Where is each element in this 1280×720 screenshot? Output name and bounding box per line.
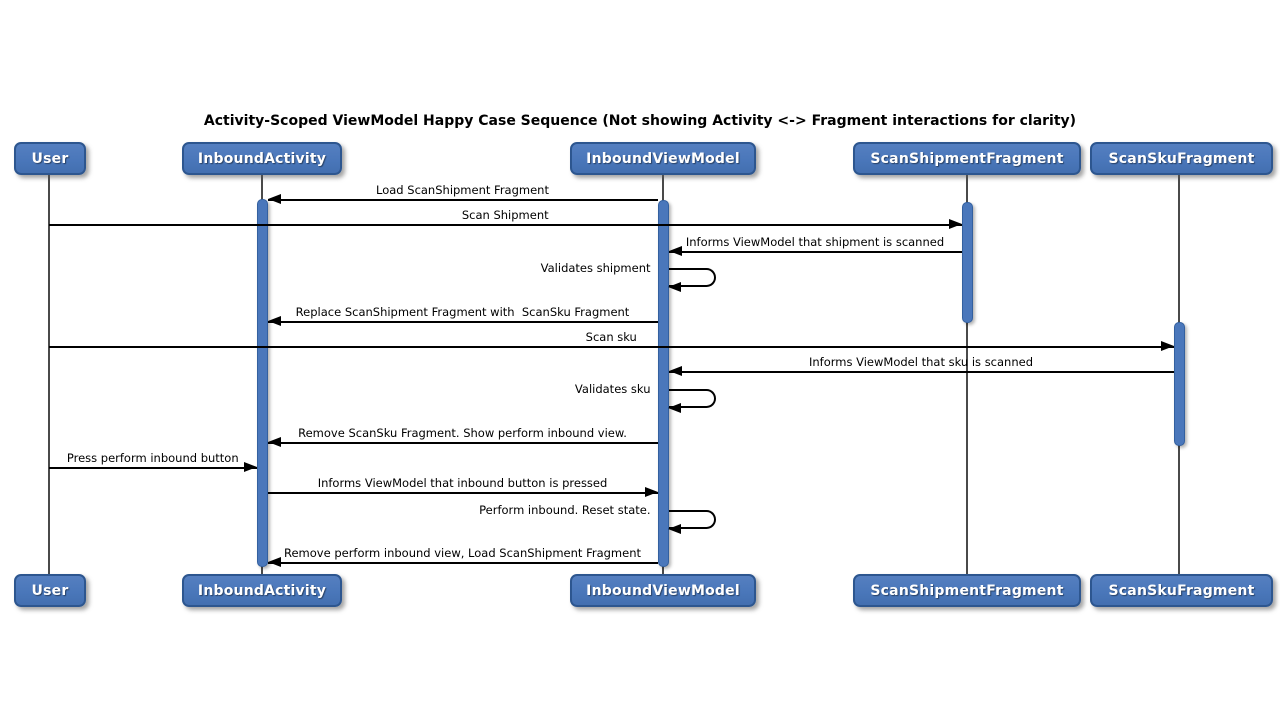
participant-bottom-inboundviewmodel: InboundViewModel xyxy=(570,574,756,607)
participant-bottom-inboundactivity: InboundActivity xyxy=(182,574,342,607)
activation-bar-scanskufragment xyxy=(1174,322,1185,446)
arrowhead xyxy=(669,366,682,376)
message-label: Perform inbound. Reset state. xyxy=(479,503,651,517)
participant-bottom-scanskufragment: ScanSkuFragment xyxy=(1090,574,1273,607)
message-label: Validates sku xyxy=(574,382,651,396)
message-label: Scan Shipment xyxy=(461,208,549,222)
message-line xyxy=(268,492,658,494)
message-label: Informs ViewModel that shipment is scanned xyxy=(685,235,945,249)
message-label: Remove ScanSku Fragment. Show perform inbound view. xyxy=(298,426,627,440)
message-line xyxy=(268,321,658,323)
message-line xyxy=(49,346,1174,348)
message-label: Press perform inbound button xyxy=(66,451,239,465)
arrowhead xyxy=(268,194,281,204)
arrowhead xyxy=(668,403,681,413)
participant-bottom-scanshipmentfragment: ScanShipmentFragment xyxy=(853,574,1081,607)
lifeline-user xyxy=(48,175,50,575)
message-label: Scan sku xyxy=(585,330,637,344)
message-line xyxy=(268,562,658,564)
message-label: Remove perform inbound view, Load ScanShipment Fragment xyxy=(284,546,641,560)
diagram-title: Activity-Scoped ViewModel Happy Case Sequence (Not showing Activity <-> Fragment interactions for clarity) xyxy=(203,113,1077,129)
participant-bottom-user: User xyxy=(14,574,86,607)
activation-bar-inboundviewmodel xyxy=(658,200,669,567)
message-line xyxy=(669,371,1174,373)
arrowhead xyxy=(668,524,681,534)
message-line xyxy=(669,251,962,253)
arrowhead xyxy=(949,219,962,229)
arrowhead xyxy=(645,487,658,497)
arrowhead xyxy=(268,557,281,567)
message-label: Load ScanShipment Fragment xyxy=(376,183,549,197)
participant-top-inboundactivity: InboundActivity xyxy=(182,142,342,175)
message-line xyxy=(268,199,658,201)
participant-top-scanshipmentfragment: ScanShipmentFragment xyxy=(853,142,1081,175)
activation-bar-inboundactivity xyxy=(257,199,268,567)
participant-top-scanskufragment: ScanSkuFragment xyxy=(1090,142,1273,175)
activation-bar-scanshipmentfragment xyxy=(962,202,973,323)
message-label: Informs ViewModel that sku is scanned xyxy=(808,355,1034,369)
arrowhead xyxy=(1161,341,1174,351)
arrowhead xyxy=(668,282,681,292)
message-line xyxy=(49,467,257,469)
arrowhead xyxy=(244,462,257,472)
message-label: Replace ScanShipment Fragment with ScanSku Fragment xyxy=(295,305,630,319)
arrowhead xyxy=(268,437,281,447)
arrowhead xyxy=(268,316,281,326)
message-label: Informs ViewModel that inbound button is pressed xyxy=(317,476,608,490)
message-label: Validates shipment xyxy=(540,261,651,275)
self-message-loop xyxy=(669,268,716,287)
self-message-loop xyxy=(669,389,716,408)
self-message-loop xyxy=(669,510,716,529)
message-line xyxy=(268,442,658,444)
message-line xyxy=(49,224,962,226)
participant-top-user: User xyxy=(14,142,86,175)
participant-top-inboundviewmodel: InboundViewModel xyxy=(570,142,756,175)
arrowhead xyxy=(669,246,682,256)
